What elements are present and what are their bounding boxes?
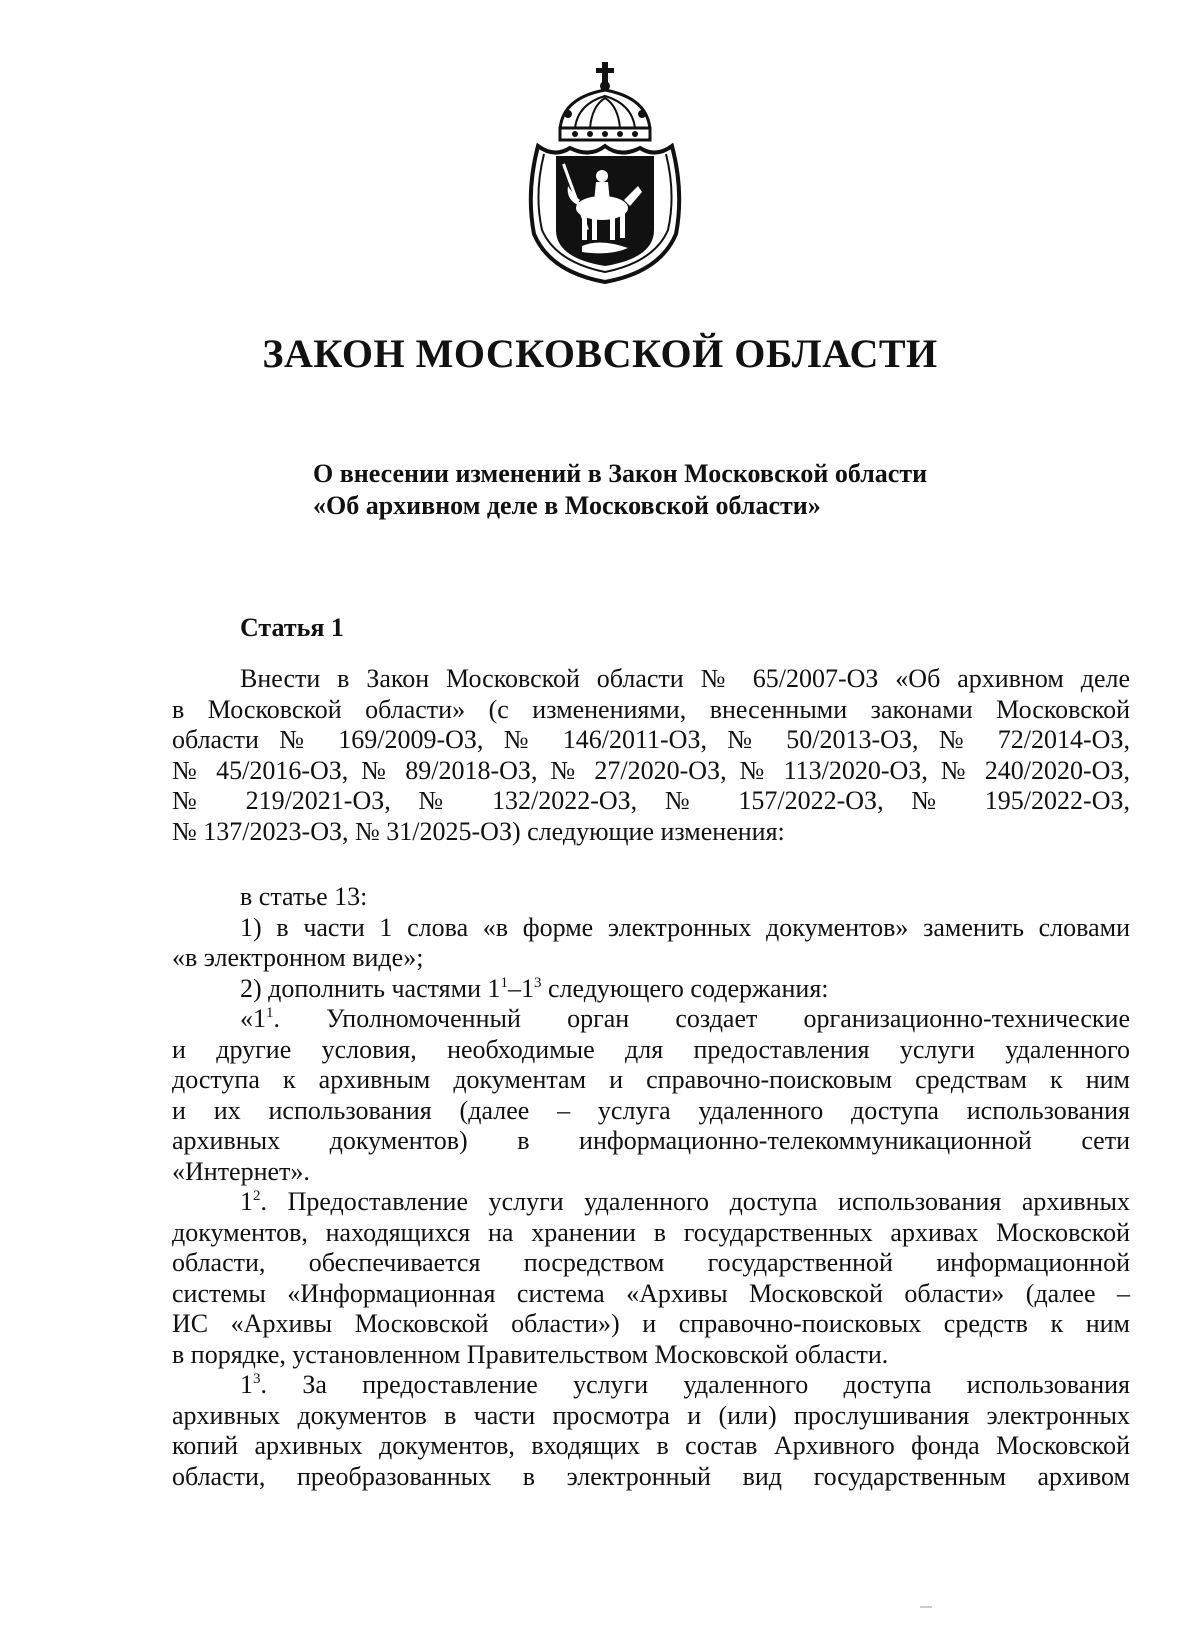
text-line: «Интернет». <box>172 1156 310 1186</box>
text-run: следующего содержания: <box>541 973 829 1003</box>
text-line: «в электронном виде»; <box>172 943 424 972</box>
text-run: 2) дополнить частями 1 <box>240 973 501 1003</box>
changes-block <box>172 882 1130 1492</box>
text-line <box>172 974 1130 1005</box>
text-line: 1) в части 1 слова «в форме электронных документов» заменить словами <box>240 912 1130 942</box>
text-line: системы «Информационная система «Архивы Московской области» (далее – <box>172 1278 1130 1308</box>
text-line: области, обеспечивается посредством государственной информационной <box>172 1248 1130 1277</box>
text-line: № 219/2021-ОЗ, № 132/2022-ОЗ, № 157/2022-ОЗ, № 195/2022-ОЗ, <box>172 786 1130 815</box>
text-line <box>172 1370 1130 1401</box>
text-line: Внести в Закон Московской области № 65/2007-ОЗ «Об архивном деле <box>240 664 1130 693</box>
text-line: архивных документов) в информационно-телекоммуникационной сети <box>172 1126 1130 1155</box>
text-run: . Уполномоченный орган создает организационно-технические <box>273 1004 1130 1033</box>
text-run: . За предоставление услуги удаленного доступа использования <box>260 1370 1130 1399</box>
text-run: «1 <box>240 1004 266 1033</box>
text-line: доступа к архивным документам и справочно-поисковым средствам к ним <box>172 1065 1130 1094</box>
text-run: . Предоставление услуги удаленного доступа использования архивных <box>260 1187 1130 1216</box>
text-line: архивных документов в части просмотра и (или) прослушивания электронных <box>172 1400 1130 1430</box>
superscript: 3 <box>253 1371 261 1387</box>
text-line: № 137/2023-ОЗ, № 31/2025-ОЗ) следующие изменения: <box>172 816 785 846</box>
text-line: области № 169/2009-ОЗ, № 146/2011-ОЗ, № 50/2013-ОЗ, № 72/2014-ОЗ, <box>172 725 1130 754</box>
text-line: в Московской области» (с изменениями, внесенными законами Московской <box>172 694 1130 724</box>
scan-mark <box>920 1606 932 1608</box>
text-line: области, преобразованных в электронный вид государственным архивом <box>172 1461 1130 1491</box>
superscript: 1 <box>500 974 508 991</box>
text-line: и другие условия, необходимые для предоставления услуги удаленного <box>172 1034 1130 1064</box>
text-line: и их использования (далее – услуга удаленного доступа использования <box>172 1095 1130 1125</box>
intro-paragraph <box>172 664 1130 847</box>
article-heading: Статья 1 <box>240 613 344 642</box>
text-line: № 45/2016-ОЗ, № 89/2018-ОЗ, № 27/2020-ОЗ, № 113/2020-ОЗ, № 240/2020-ОЗ, <box>172 755 1130 785</box>
subtitle-line: О внесении изменений в Закон Московской области <box>313 459 928 488</box>
text-run: 1 <box>240 1370 253 1399</box>
text-run: 1 <box>240 1187 253 1216</box>
text-line: в порядке, установленном Правительством Московской области. <box>172 1339 889 1369</box>
text-line <box>172 1004 1130 1035</box>
superscript: 2 <box>253 1188 261 1204</box>
text-line <box>172 1187 1130 1218</box>
law-subtitle <box>313 458 1033 522</box>
text-line: документов, находящихся на хранении в государственных архивах Московской <box>172 1217 1130 1247</box>
text-run: –1 <box>507 973 534 1003</box>
superscript: 1 <box>266 1005 274 1021</box>
law-title: ЗАКОН МОСКОВСКОЙ ОБЛАСТИ <box>262 331 938 376</box>
superscript: 3 <box>533 974 542 991</box>
text-line: ИС «Архивы Московской области») и справочно-поисковых средств к ним <box>172 1309 1130 1338</box>
text-line: в статье 13: <box>240 882 368 911</box>
subtitle-line: «Об архивном деле в Московской области» <box>313 491 821 520</box>
text-line: копий архивных документов, входящих в состав Архивного фонда Московской <box>172 1431 1130 1460</box>
moscow-oblast-coat-of-arms-icon <box>520 62 690 284</box>
